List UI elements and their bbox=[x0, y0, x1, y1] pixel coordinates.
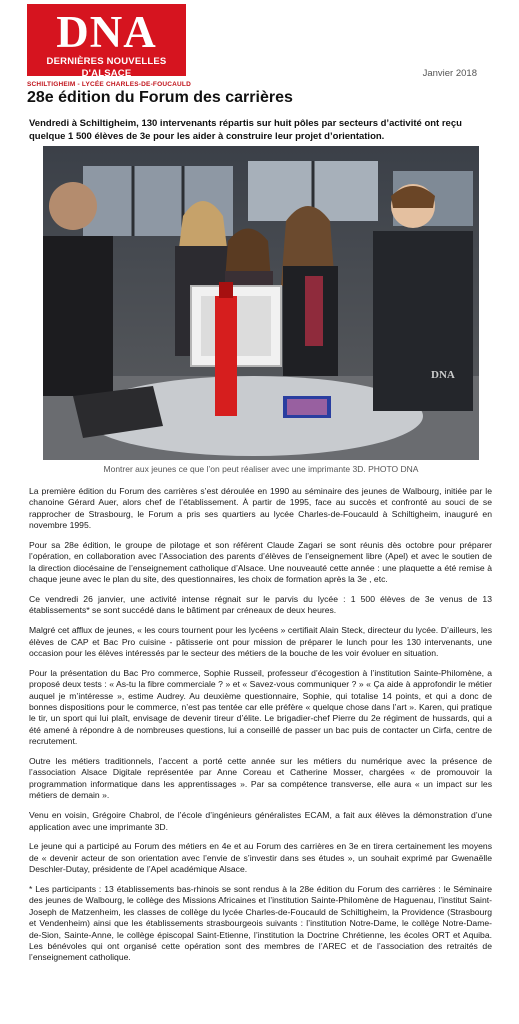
logo-tagline: DERNIÈRES NOUVELLES D'ALSACE bbox=[46, 56, 167, 79]
paragraph: Pour la présentation du Bac Pro commerce, Sophie Russeil, professeur d’écogestion à l’institution Sainte-Philomène, a proposé deux tests : « As-tu la fibre commerciale ? » et « Savez-vous communiquer ? » « Ça aide à approfondir le métier auquel je m’intéresse », estime Audrey. Au deuxième questionnaire, Sophie, qui totalise 14 points, et qui a donc de bonnes dispositions pour le commerce, n’est pas tentée car elle préfère « quelque chose dans l’art ». Karen, qui pratique le tir, un sport qui lui plaît, envisage de devenir tireur d’élite. Le brigadier-chef Pierre du 2e régiment de hussards, qui a été amené à répondre à de nombreuses questions, lui a conseillé de passer un bac puis de contacter un Cirfa, centre de recrutement. bbox=[29, 667, 492, 747]
logo-wordmark: DNA bbox=[56, 7, 157, 57]
paragraph: La première édition du Forum des carrières s’est déroulée en 1990 au séminaire des jeunes de Walbourg, initiée par le chanoine Gérard Auer, alors chef de l’établissement. À partir de 1995, face au succès et confronté au souci de se rapprocher de Strasbourg, le Forum a pris ses quartiers au lycée Charles-de-Foucauld à Schiltigheim, inauguré en novembre 1995. bbox=[29, 486, 492, 531]
article-lede: Vendredi à Schiltigheim, 130 intervenants répartis sur huit pôles par secteurs d’activité ont reçu quelque 1 500 élèves de 3e pour les aider à construire leur projet d’orientation. bbox=[29, 118, 462, 142]
article-photo bbox=[43, 146, 479, 460]
paragraph: Pour sa 28e édition, le groupe de pilotage et son référent Claude Zagari se sont réunis dès octobre pour préparer l’opération, en collaboration avec l’Association des parents d’élèves de l’enseignement libre (Apel) et avec le soutien de la direction diocésaine de l’enseignement catholique d’Alsace. Une nouveauté cette année : une plaquette a été remise à chaque jeune avec le plan du site, des questionnaires, les choix de formation après la 3e , etc. bbox=[29, 540, 492, 585]
dna-logo[interactable] bbox=[27, 4, 186, 79]
photo-illustration bbox=[43, 146, 479, 460]
paragraph: Outre les métiers traditionnels, l’accent a porté cette année sur les métiers du numérique avec la présence de l’association Alsace Digitale représentée par Anne Coreau et Catherine Mosser, chargées « de promouvoir la programmation informatique dans les apprentissages ». Par sa compétence transverse, elle aura « un impact sur les métiers de demain ». bbox=[29, 756, 492, 801]
article-title: 28e édition du Forum des carrières bbox=[27, 89, 293, 106]
photo-caption: Montrer aux jeunes ce que l’on peut réaliser avec une imprimante 3D. PHOTO DNA bbox=[103, 464, 419, 474]
paragraph: Malgré cet afflux de jeunes, « les cours tournent pour les lycéens » certifiait Alain Steck, directeur du lycée. D’ailleurs, les élèves de CAP et Bac Pro cuisine - pâtisserie ont pour mission de préparer le lunch pour les 130 intervenants, une occasion pour les élèves intéressés par le secteur des métiers de la bouche de les voir évoluer en situation. bbox=[29, 625, 492, 659]
publication-date: Janvier 2018 bbox=[422, 68, 477, 79]
article-body bbox=[29, 486, 492, 972]
paragraph: Le jeune qui a participé au Forum des métiers en 4e et au Forum des carrières en 3e en tirera certainement les moyens de « devenir acteur de son orientation avec l’envie de s’investir dans ses études », un souhait exprimé par Gwenaëlle Deschler-Dutay, présidente de l’Apel académique Alsace. bbox=[29, 841, 492, 875]
paragraph: Ce vendredi 26 janvier, une activité intense régnait sur le parvis du lycée : 1 500 élèves de 3e venus de 13 établissements* se sont succédé dans le bâtiment par créneaux de deux heures. bbox=[29, 594, 492, 616]
article-kicker: SCHILTIGHEIM - LYCÉE CHARLES-DE-FOUCAULD bbox=[27, 81, 191, 88]
footnote-participants: * Les participants : 13 établissements bas-rhinois se sont rendus à la 28e édition du Forum des carrières : le Séminaire des jeunes de Walbourg, le collège des Missions Africaines et l’institution Sainte-Philomène de Haguenau, l’institut Saint-Joseph de Matzenheim, les classes de collège du lycée Charles-de-Foucauld de Schiltigheim, la Providence (Strasbourg et Vendenheim) ainsi que les établissements strasbourgeois suivants : l’institution Notre-Dame, le collège Notre-Dame-de-Sion, Sainte-Anne, le collège épiscopal Saint-Etienne, l’institution la Doctrine Chrétienne, les écoles ORT et Aquiba. Les bénévoles qui ont organisé cette opération sont des membres de l’AREC et de l’association des retraités de l’enseignement catholique. bbox=[29, 883, 492, 963]
paragraph: Venu en voisin, Grégoire Chabrol, de l’école d’ingénieurs généralistes ECAM, a fait aux élèves la démonstration d’une application avec une imprimante 3D. bbox=[29, 810, 492, 832]
photo-watermark: DNA bbox=[431, 369, 455, 381]
